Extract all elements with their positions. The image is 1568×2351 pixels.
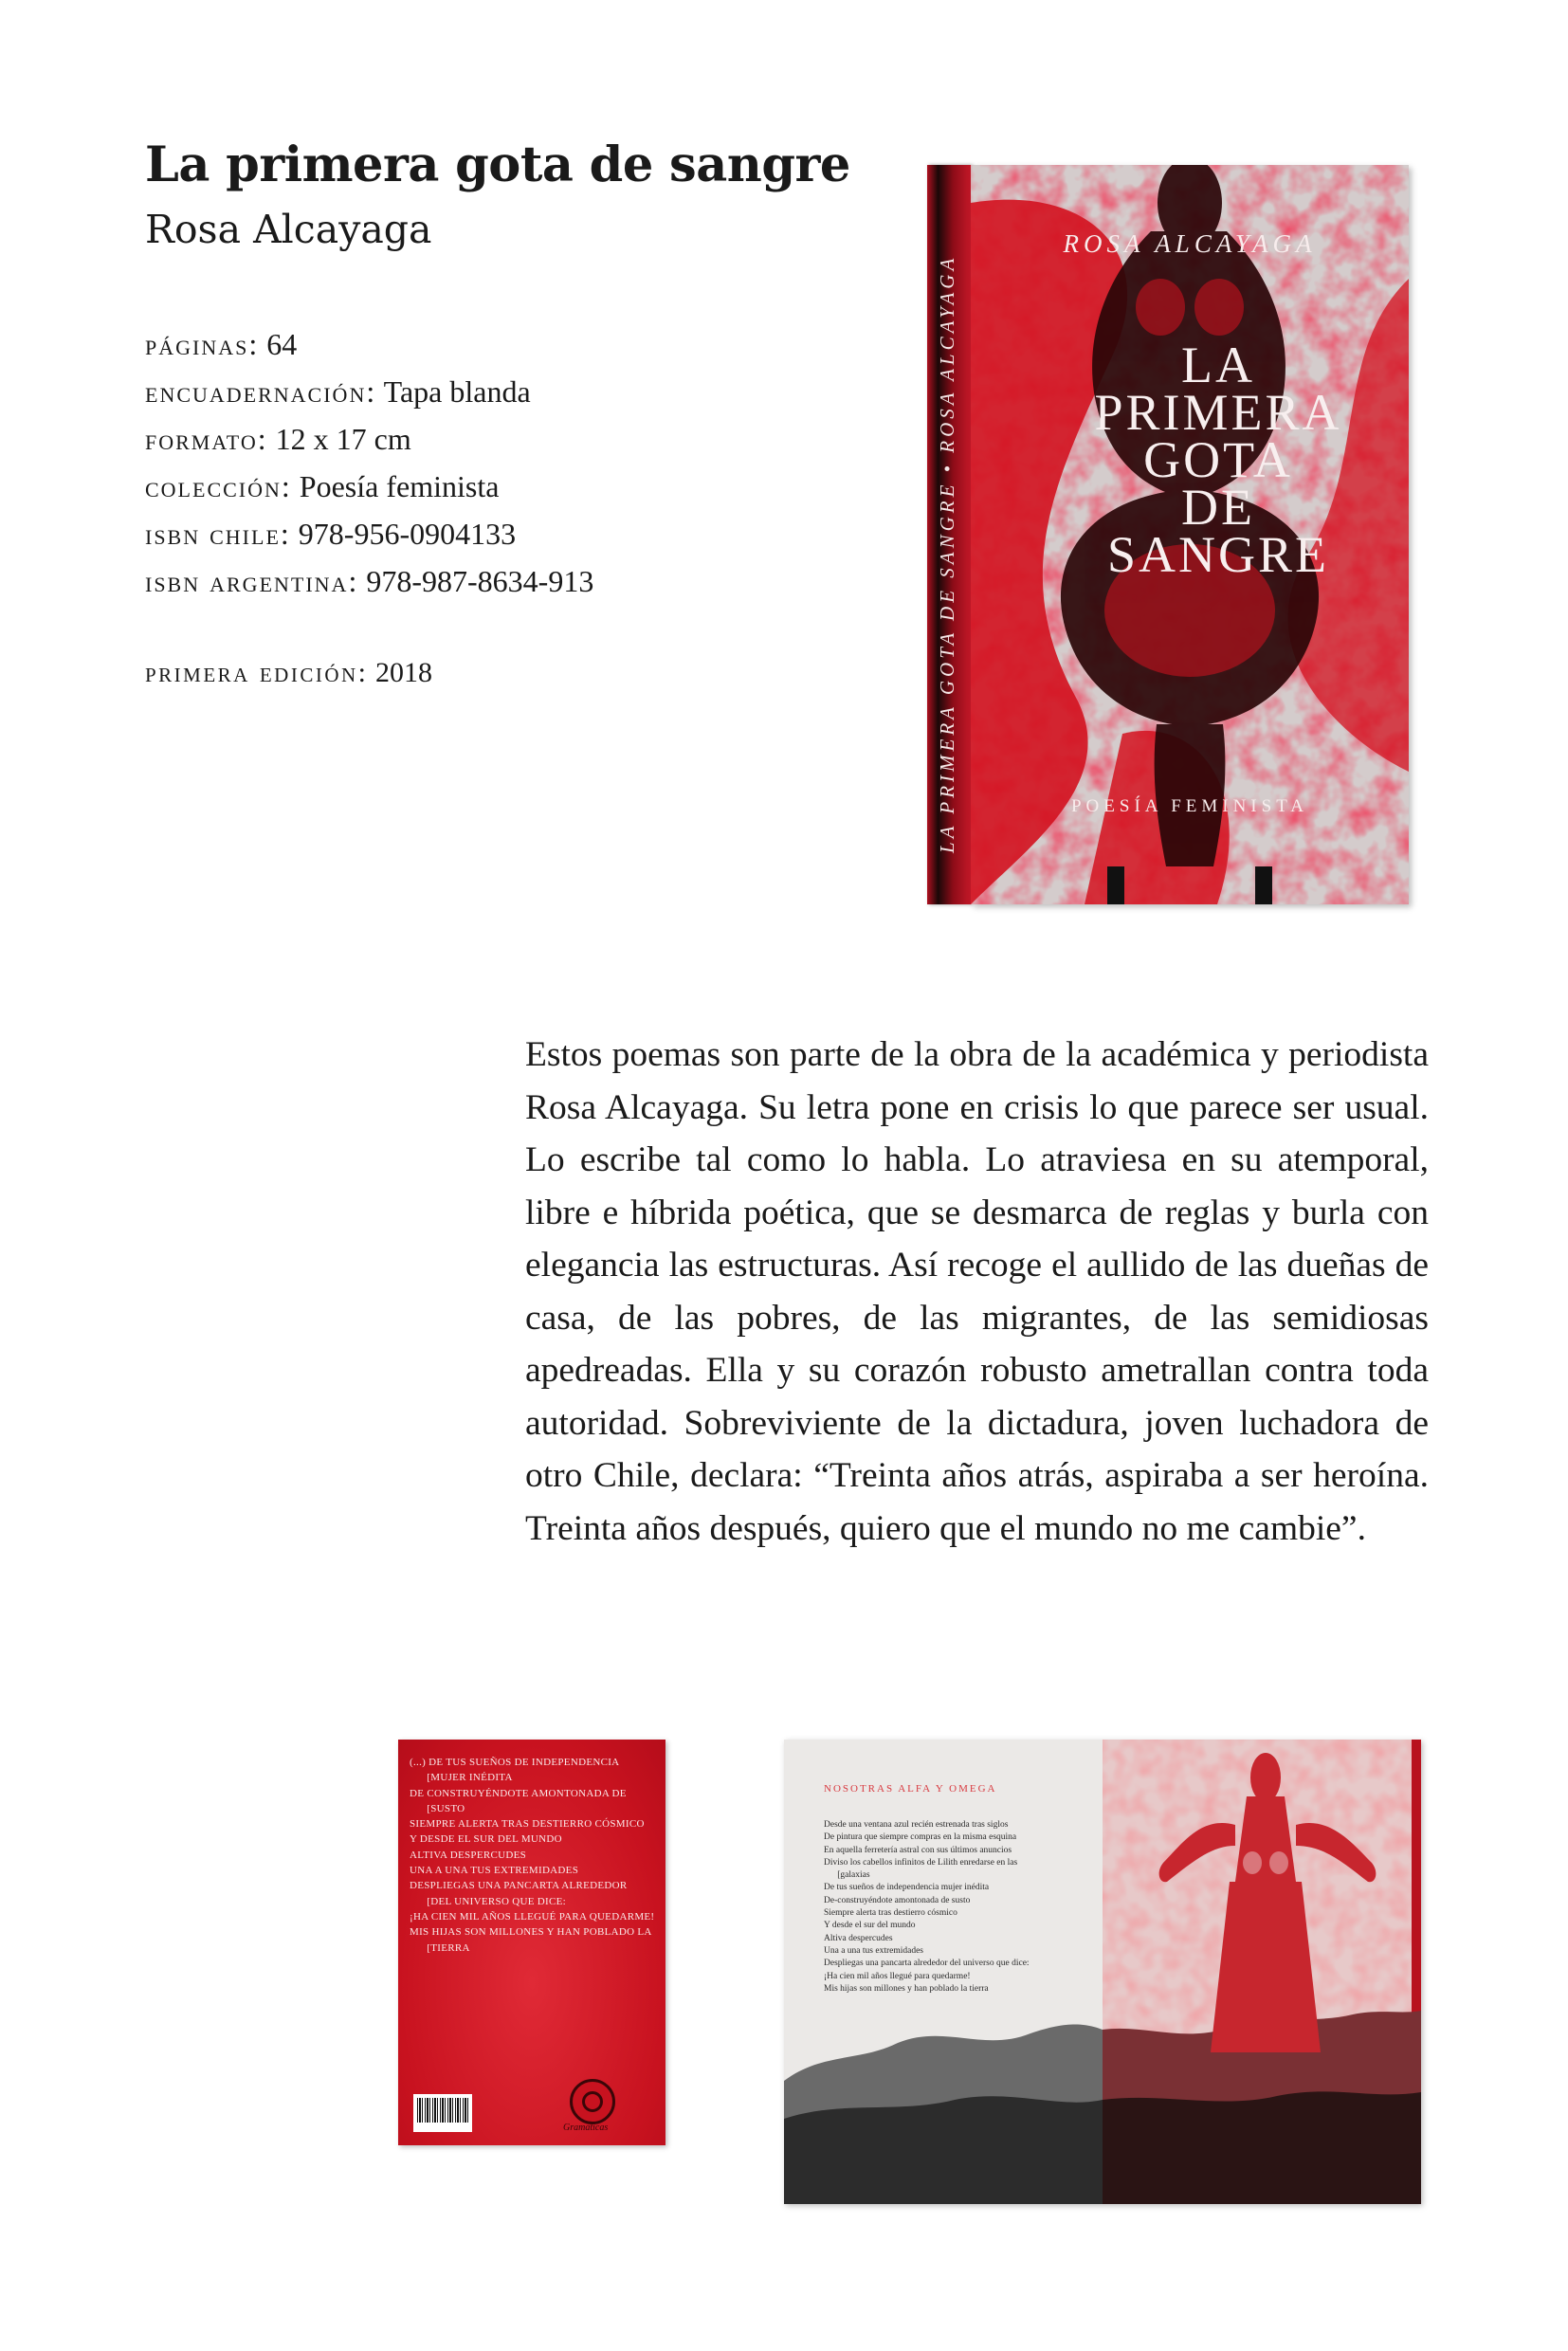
spec-label: formato: (145, 422, 268, 456)
spec-value: 978-987-8634-913 (366, 564, 594, 598)
spine-text: LA PRIMERA GOTA DE SANGRE • ROSA ALCAYAGA (936, 254, 958, 853)
barcode (413, 2094, 472, 2132)
cover-spine (927, 165, 971, 904)
cover-collection: POESÍA FEMINISTA (1070, 796, 1309, 816)
book-title: La primera gota de sangre (145, 137, 850, 193)
spec-format (145, 415, 593, 463)
cover-title-line: LA (1181, 337, 1255, 393)
open-book-spread-image (784, 1740, 1421, 2204)
spread-poem-title: NOSOTRAS ALFA Y OMEGA (824, 1783, 997, 1795)
back-cover-poem (410, 1755, 654, 1956)
poem-line: SIEMPRE ALERTA TRAS DESTIERRO CÓSMICO (410, 1818, 645, 1831)
poem-line: Y DESDE EL SUR DEL MUNDO (410, 1833, 562, 1846)
poem-line: De tus sueños de independencia mujer inédita (824, 1883, 990, 1893)
cover-title-line: PRIMERA (1094, 384, 1342, 441)
publisher-logo-icon (570, 2079, 615, 2124)
poem-line: Desde una ventana azul recién estrenada tras siglos (824, 1820, 1009, 1830)
spec-pages (145, 320, 593, 368)
poem-line: Mis hijas son millones y han poblado la tierra (824, 1983, 989, 1994)
poem-line: (...) DE TUS SUEÑOS DE INDEPENDENCIA (410, 1757, 620, 1768)
cover-title-line: DE (1181, 479, 1255, 536)
poem-line: [galaxias (824, 1870, 870, 1881)
spec-value: 978-956-0904133 (298, 517, 517, 551)
poem-line: [TIERRA (410, 1941, 470, 1954)
poem-line: De-construyéndote amontonada de susto (824, 1895, 971, 1905)
book-description: Estos poemas son parte de la obra de la académica y periodista Rosa Alcayaga. Su letra pone en crisis lo que parece ser usual. Lo escribe tal como lo habla. Lo atraviesa en su atemporal, libre e híbrida poética, que se desmarca de reglas y burla con elegancia las estructuras. Así recoge el aullido de las dueñas de casa, de las pobres, de las migrantes, de las semidiosas apedreadas. Ella y su corazón robusto ametrallan contra toda autoridad. Sobreviviente de la dictadura, joven luchadora de otro Chile, declara: “Treinta años atrás, aspiraba a ser heroína. Treinta años después, quiero que el mundo no me cambie”. (525, 1035, 1429, 1548)
poem-line: DE CONSTRUYÉNDOTE AMONTONADA DE (410, 1787, 627, 1799)
poem-line: UNA A UNA TUS EXTREMIDADES (410, 1865, 579, 1877)
poem-line: Y desde el sur del mundo (824, 1921, 916, 1931)
poem-line: Altiva despercudes (824, 1933, 893, 1943)
spec-binding (145, 368, 593, 415)
cover-title-line: SANGRE (1106, 526, 1330, 583)
book-author: Rosa Alcayaga (145, 207, 432, 252)
poem-line: [MUJER INÉDITA (410, 1772, 513, 1784)
book-specs (145, 320, 593, 605)
poem-line: ALTIVA DESPERCUDES (410, 1849, 527, 1861)
spec-label: isbn chile: (145, 517, 291, 551)
spec-value: 64 (266, 327, 298, 361)
spread-poem (824, 1819, 1030, 1996)
poem-line: [DEL UNIVERSO QUE DICE: (410, 1895, 567, 1907)
spec-label: colección: (145, 469, 292, 503)
poem-line: En aquella ferretería astral con sus últimos anuncios (824, 1845, 1012, 1855)
poem-line: MIS HIJAS SON MILLONES Y HAN POBLADO LA (410, 1926, 652, 1939)
cover-face (971, 165, 1409, 904)
spec-label: encuadernación: (145, 374, 377, 409)
poem-line: Diviso los cabellos infinitos de Lilith enredarse en las (824, 1857, 1018, 1868)
poem-line: ¡HA CIEN MIL AÑOS LLEGUÉ PARA QUEDARME! (410, 1910, 655, 1923)
poem-line: Una a una tus extremidades (824, 1945, 923, 1956)
poem-line: [SUSTO (410, 1802, 465, 1814)
spec-label: páginas: (145, 327, 260, 361)
first-edition (145, 657, 432, 689)
spec-value: Tapa blanda (383, 374, 531, 409)
barcode-bars (417, 2098, 468, 2123)
poem-line: Siempre alerta tras destierro cósmico (824, 1908, 957, 1919)
spec-value: Poesía feminista (299, 469, 500, 503)
front-cover-image (927, 165, 1409, 904)
poem-line: ¡Ha cien mil años llegué para quedarme! (824, 1971, 971, 1981)
spec-value: 12 x 17 cm (275, 422, 411, 456)
poem-line: Despliegas una pancarta alrededor del universo que dice: (824, 1959, 1030, 1969)
back-cover-image (398, 1740, 665, 2145)
publisher-logo-text: Gramaticas (563, 2123, 609, 2133)
cover-author: ROSA ALCAYAGA (1063, 229, 1317, 258)
edition-label: primera edición: (145, 657, 369, 688)
poem-line: DESPLIEGAS UNA PANCARTA ALREDEDOR (410, 1880, 628, 1892)
spec-collection (145, 463, 593, 510)
cover-title-line: GOTA (1143, 431, 1293, 488)
spec-isbn-chile (145, 510, 593, 557)
spec-isbn-argentina (145, 557, 593, 605)
spec-label: isbn argentina: (145, 564, 359, 598)
poem-line: De pintura que siempre compras en la misma esquina (824, 1832, 1017, 1843)
cover-title (1028, 337, 1409, 583)
edition-value: 2018 (375, 657, 433, 688)
